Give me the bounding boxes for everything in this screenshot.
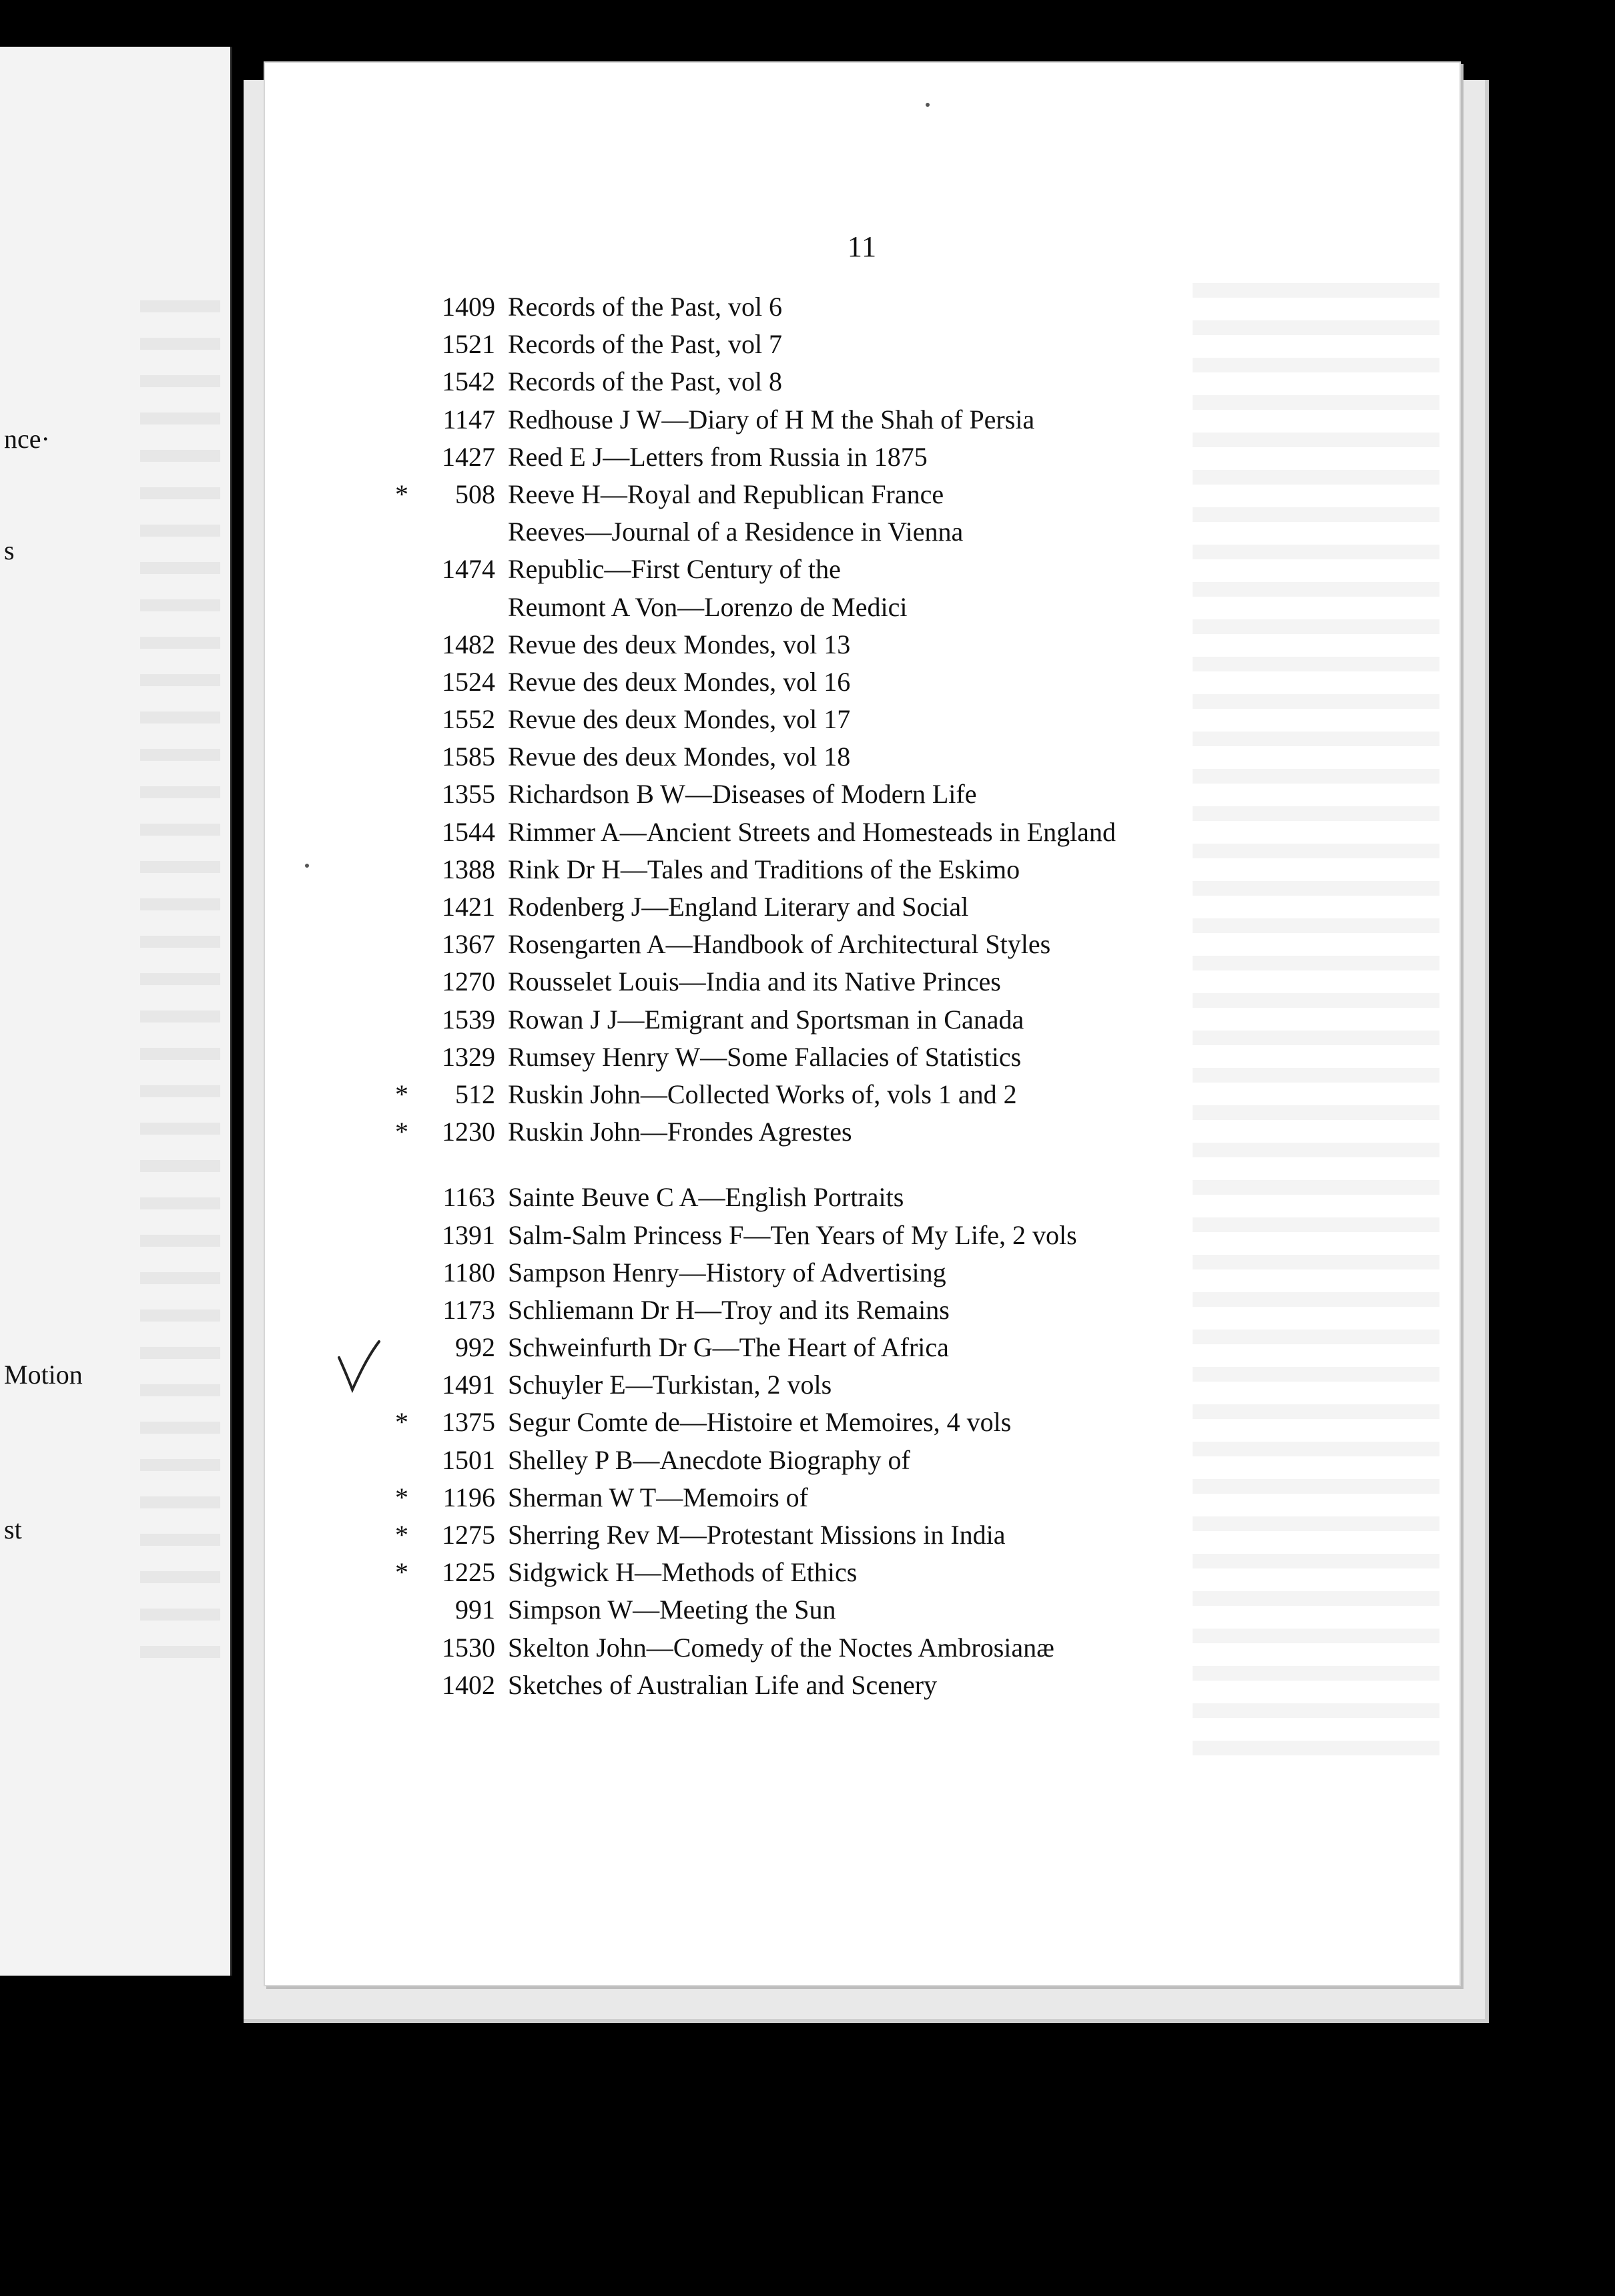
entry-number: 1501: [442, 1444, 495, 1475]
asterisk-marker: *: [395, 1520, 408, 1550]
asterisk-marker: *: [395, 1079, 408, 1109]
entry-title: Richardson B W—Diseases of Modern Life: [508, 779, 977, 810]
entry-number: 1196: [442, 1482, 495, 1512]
entry-number: 512: [455, 1079, 495, 1109]
entry-number: 1355: [442, 779, 495, 810]
catalogue-entry: [385, 363, 1426, 400]
catalogue-entry: [385, 701, 1426, 738]
catalogue-entry: [385, 1179, 1426, 1216]
left-page-fragment: Motion: [4, 1360, 83, 1390]
entry-title: Rowan J J—Emigrant and Sportsman in Canada: [508, 1004, 1024, 1035]
catalogue-entry: [385, 1039, 1426, 1076]
entry-title: Revue des deux Mondes, vol 16: [508, 666, 851, 697]
left-page-fragment: st: [4, 1514, 22, 1544]
entry-number: 1491: [442, 1370, 495, 1400]
entry-number: 1585: [442, 742, 495, 772]
catalogue-entry: [385, 1667, 1426, 1704]
asterisk-marker: *: [395, 1482, 408, 1512]
entry-title: Rosengarten A—Handbook of Architectural Styles: [508, 929, 1051, 960]
catalogue-entry: [385, 1076, 1426, 1113]
catalogue-entry: [385, 851, 1426, 888]
entry-number: 1482: [442, 629, 495, 659]
entry-number: 1225: [442, 1557, 495, 1588]
entry-title: Revue des deux Mondes, vol 17: [508, 704, 851, 735]
previous-page-edge: [0, 47, 232, 1976]
entry-number: 1388: [442, 854, 495, 884]
catalogue-entry: [385, 1366, 1426, 1404]
catalogue-entry: [385, 663, 1426, 701]
catalogue-entry: [385, 1113, 1426, 1151]
entry-number: 508: [455, 479, 495, 509]
catalogue-entry: [385, 1554, 1426, 1591]
entry-number: 1173: [442, 1294, 495, 1325]
entry-title: Schliemann Dr H—Troy and its Remains: [508, 1294, 950, 1325]
catalogue-entry: [385, 439, 1426, 476]
entry-title: Reeve H—Royal and Republican France: [508, 479, 944, 509]
entry-number: 1180: [442, 1257, 495, 1287]
catalogue-entry: [385, 626, 1426, 663]
catalogue-entry: [385, 738, 1426, 776]
entry-title: Revue des deux Mondes, vol 18: [508, 742, 851, 772]
entry-title: Records of the Past, vol 6: [508, 292, 783, 322]
asterisk-marker: *: [395, 1407, 408, 1438]
section-gap: [385, 1151, 1426, 1179]
catalogue-entry: [385, 1329, 1426, 1366]
left-page-fragment: s: [4, 535, 15, 565]
entry-number: 1147: [442, 404, 495, 435]
entry-title: Sketches of Australian Life and Scenery: [508, 1669, 938, 1700]
catalogue-entry: [385, 326, 1426, 363]
catalogue-entry: [385, 776, 1426, 813]
entry-number: 1270: [442, 966, 495, 997]
entry-title: Reed E J—Letters from Russia in 1875: [508, 441, 928, 472]
bleed-through-text: [140, 300, 220, 1669]
entry-number: 1402: [442, 1669, 495, 1700]
entry-number: 1163: [442, 1182, 495, 1213]
speck: [305, 864, 309, 868]
entry-number: 991: [455, 1595, 495, 1625]
entry-title: Sherring Rev M—Protestant Missions in India: [508, 1520, 1006, 1550]
page-number: 11: [847, 230, 878, 263]
entry-title: Records of the Past, vol 7: [508, 329, 783, 360]
entry-title: Rink Dr H—Tales and Traditions of the Eskimo: [508, 854, 1020, 884]
catalogue-entry: [385, 513, 1426, 551]
catalogue-entry: [385, 1629, 1426, 1667]
entry-title: Rousselet Louis—India and its Native Princes: [508, 966, 1001, 997]
entry-number: 1474: [442, 554, 495, 585]
entry-number: 1521: [442, 329, 495, 360]
entry-number: 1542: [442, 366, 495, 397]
entry-title: Ruskin John—Collected Works of, vols 1 and 2: [508, 1079, 1017, 1109]
entry-title: Sherman W T—Memoirs of: [508, 1482, 808, 1512]
catalogue-entry: [385, 551, 1426, 588]
catalogue-list: [385, 288, 1426, 1704]
entry-title: Revue des deux Mondes, vol 13: [508, 629, 851, 659]
catalogue-entry: [385, 1001, 1426, 1039]
left-page-fragment: nce·: [4, 424, 50, 454]
catalogue-entry: [385, 1217, 1426, 1254]
catalogue-entry: [385, 963, 1426, 1000]
entry-title: Republic—First Century of the: [508, 554, 841, 585]
catalogue-entry: [385, 288, 1426, 326]
catalogue-entry: [385, 1292, 1426, 1329]
entry-number: 1539: [442, 1004, 495, 1035]
catalogue-entry: [385, 814, 1426, 851]
asterisk-marker: *: [395, 1117, 408, 1147]
entry-number: 1367: [442, 929, 495, 960]
catalogue-entry: [385, 1404, 1426, 1441]
speck: [926, 103, 930, 107]
catalogue-entry: [385, 1516, 1426, 1554]
entry-number: 1530: [442, 1632, 495, 1663]
asterisk-marker: *: [395, 479, 408, 509]
catalogue-entry: [385, 589, 1426, 626]
entry-number: 1230: [442, 1117, 495, 1147]
entry-title: Simpson W—Meeting the Sun: [508, 1595, 836, 1625]
catalogue-entry: [385, 401, 1426, 439]
entry-title: Rodenberg J—England Literary and Social: [508, 892, 969, 922]
asterisk-marker: *: [395, 1557, 408, 1588]
entry-title: Schuyler E—Turkistan, 2 vols: [508, 1370, 832, 1400]
catalogue-entry: [385, 1254, 1426, 1292]
entry-number: 1524: [442, 666, 495, 697]
entry-title: Rimmer A—Ancient Streets and Homesteads in England: [508, 816, 1116, 847]
entry-number: 1409: [442, 292, 495, 322]
handwritten-check-mark: [335, 1338, 382, 1398]
entry-title: Sampson Henry—History of Advertising: [508, 1257, 946, 1287]
entry-title: Rumsey Henry W—Some Fallacies of Statistics: [508, 1041, 1022, 1072]
catalogue-page: [264, 61, 1461, 1986]
entry-title: Ruskin John—Frondes Agrestes: [508, 1117, 852, 1147]
catalogue-entry: [385, 476, 1426, 513]
entry-title: Redhouse J W—Diary of H M the Shah of Persia: [508, 404, 1035, 435]
entry-number: 1375: [442, 1407, 495, 1438]
entry-number: 1544: [442, 816, 495, 847]
entry-number: 992: [455, 1332, 495, 1363]
entry-number: 1552: [442, 704, 495, 735]
entry-number: 1275: [442, 1520, 495, 1550]
entry-title: Salm-Salm Princess F—Ten Years of My Life, 2 vols: [508, 1219, 1077, 1250]
entry-title: Reeves—Journal of a Residence in Vienna: [508, 517, 964, 547]
entry-title: Schweinfurth Dr G—The Heart of Africa: [508, 1332, 949, 1363]
entry-title: Shelley P B—Anecdote Biography of: [508, 1444, 910, 1475]
catalogue-entry: [385, 1479, 1426, 1516]
entry-title: Skelton John—Comedy of the Noctes Ambrosianæ: [508, 1632, 1054, 1663]
catalogue-entry: [385, 926, 1426, 963]
entry-title: Sainte Beuve C A—English Portraits: [508, 1182, 904, 1213]
entry-title: Reumont A Von—Lorenzo de Medici: [508, 591, 908, 622]
entry-number: 1391: [442, 1219, 495, 1250]
entry-number: 1329: [442, 1041, 495, 1072]
entry-title: Sidgwick H—Methods of Ethics: [508, 1557, 858, 1588]
catalogue-entry: [385, 1442, 1426, 1479]
entry-title: Records of the Past, vol 8: [508, 366, 783, 397]
catalogue-entry: [385, 1591, 1426, 1629]
entry-title: Segur Comte de—Histoire et Memoires, 4 vols: [508, 1407, 1012, 1438]
catalogue-entry: [385, 888, 1426, 926]
entry-number: 1421: [442, 892, 495, 922]
entry-number: 1427: [442, 441, 495, 472]
